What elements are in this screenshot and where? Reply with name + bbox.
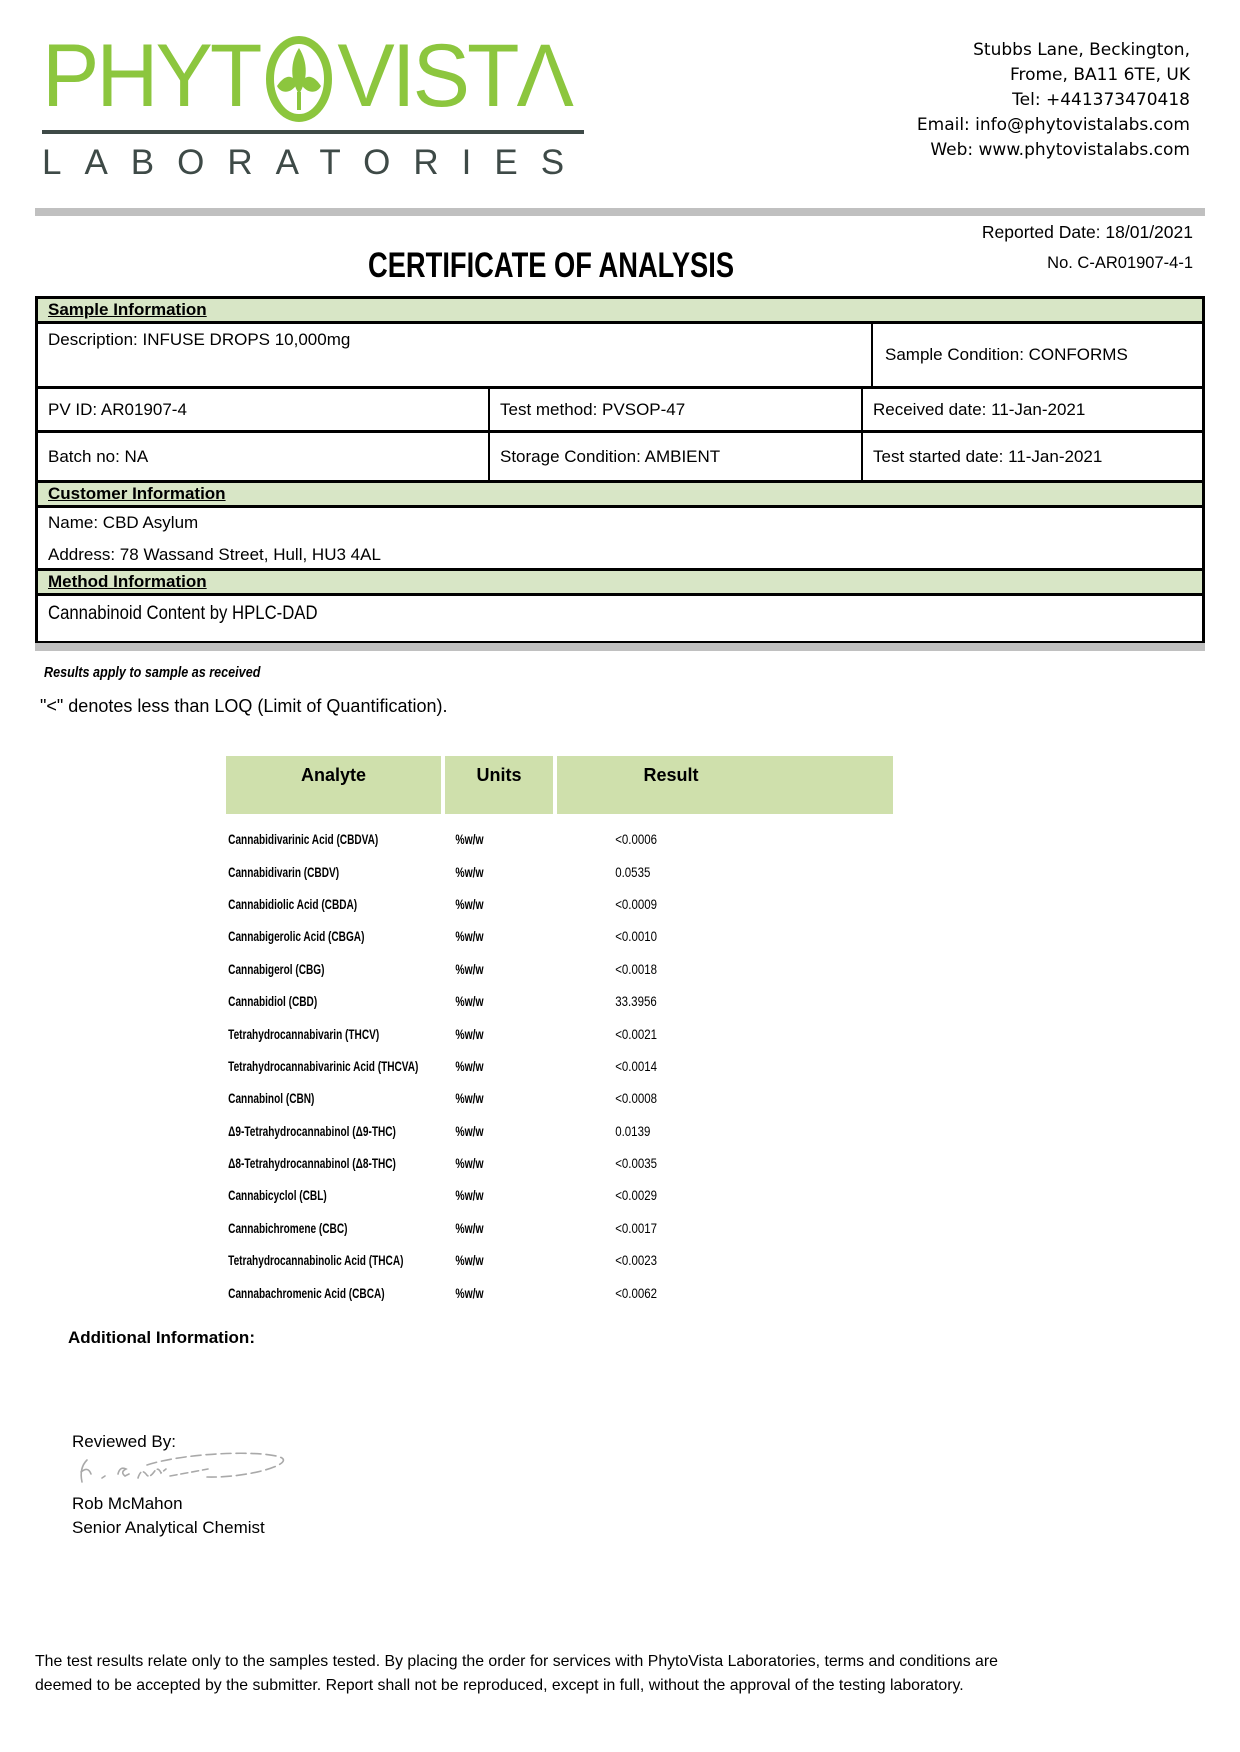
- loq-note: "<" denotes less than LOQ (Limit of Quantification).: [40, 696, 448, 716]
- units-cell: %w/w: [455, 1252, 484, 1269]
- document-title: CERTIFICATE OF ANALYSIS: [368, 246, 735, 285]
- table-row: [226, 1212, 893, 1244]
- reviewer-title: Senior Analytical Chemist: [72, 1518, 265, 1537]
- contact-phone: Tel: +441373470418: [1012, 90, 1190, 110]
- analyte-cell: Δ8-Tetrahydrocannabinol (Δ8-THC): [228, 1155, 396, 1172]
- customer-information-header: [38, 483, 1202, 508]
- header-separator-bar: [35, 208, 1205, 216]
- report-meta: [982, 222, 1193, 273]
- table-row: [226, 1244, 893, 1276]
- table-row: [226, 953, 893, 985]
- result-column-header: Result: [557, 756, 893, 814]
- table-row: [226, 888, 893, 920]
- analyte-cell: Cannabidiol (CBD): [228, 993, 318, 1010]
- test-method-cell: Test method: PVSOP-47: [490, 389, 863, 430]
- units-cell: %w/w: [455, 1155, 484, 1172]
- analyte-cell: Cannabinol (CBN): [228, 1090, 315, 1107]
- units-cell: %w/w: [455, 1284, 484, 1301]
- batch-no-cell: Batch no: NA: [38, 433, 490, 480]
- units-cell: %w/w: [455, 1219, 484, 1236]
- info-table: [35, 296, 1205, 644]
- results-note: Results apply to sample as received: [44, 664, 261, 681]
- pv-id-cell: PV ID: AR01907-4: [38, 389, 490, 430]
- reviewer-name: Rob McMahon: [72, 1494, 183, 1513]
- table-row: [226, 985, 893, 1017]
- result-cell: <0.0017: [615, 1219, 658, 1236]
- units-cell: %w/w: [455, 863, 484, 880]
- analyte-cell: Cannabidiolic Acid (CBDA): [228, 895, 358, 912]
- result-cell: <0.0014: [615, 1057, 658, 1074]
- table-row: [226, 1179, 893, 1211]
- sample-condition-cell: Sample Condition: CONFORMS: [885, 345, 1128, 364]
- analyte-cell: Cannabachromenic Acid (CBCA): [228, 1284, 385, 1301]
- leaf-o-icon: [263, 32, 335, 124]
- result-cell: <0.0010: [615, 928, 658, 945]
- storage-condition-cell: Storage Condition: AMBIENT: [490, 433, 863, 480]
- phytovista-logo: [42, 24, 590, 183]
- table-row: [226, 1115, 893, 1147]
- result-cell: <0.0029: [615, 1187, 658, 1204]
- result-cell: <0.0035: [615, 1155, 658, 1172]
- footer-disclaimer: [35, 1650, 1210, 1698]
- units-cell: %w/w: [455, 1025, 484, 1042]
- contact-email: Email: info@phytovistalabs.com: [916, 115, 1190, 135]
- logo-text-phyt: PHYT: [42, 26, 260, 126]
- table-row: [226, 1082, 893, 1114]
- units-column-header: Units: [445, 756, 553, 814]
- reviewed-by-label: Reviewed By:: [72, 1432, 176, 1451]
- analyte-cell: Cannabidivarin (CBDV): [228, 863, 340, 880]
- table-row: [226, 1147, 893, 1179]
- analyte-cell: Cannabigerol (CBG): [228, 960, 325, 977]
- units-cell: %w/w: [455, 928, 484, 945]
- result-cell: <0.0062: [615, 1284, 658, 1301]
- additional-information-label: Additional Information:: [68, 1328, 255, 1347]
- sample-information-header: [38, 299, 1202, 324]
- units-cell: %w/w: [455, 831, 484, 848]
- received-date-cell: Received date: 11-Jan-2021: [873, 399, 1086, 419]
- logo-laboratories-text: LABORATORIES: [42, 143, 588, 182]
- section-separator-bar: [35, 643, 1205, 651]
- table-row: [226, 920, 893, 952]
- units-cell: %w/w: [455, 960, 484, 977]
- result-cell: 33.3956: [615, 993, 657, 1010]
- analyte-cell: Cannabigerolic Acid (CBGA): [228, 928, 365, 945]
- units-cell: %w/w: [455, 993, 484, 1010]
- analyte-cell: Cannabidivarinic Acid (CBDVA): [228, 831, 379, 848]
- units-cell: %w/w: [455, 1057, 484, 1074]
- units-cell: %w/w: [455, 1122, 484, 1139]
- result-cell: <0.0006: [615, 831, 658, 848]
- results-table-header: [226, 756, 893, 814]
- analyte-cell: Tetrahydrocannabivarinic Acid (THCVA): [228, 1057, 419, 1074]
- result-cell: <0.0008: [615, 1090, 658, 1107]
- signature: [72, 1448, 302, 1492]
- result-cell: 0.0535: [615, 863, 651, 880]
- logo-wordmark: [42, 24, 590, 128]
- result-cell: <0.0023: [615, 1252, 658, 1269]
- sample-information-title: Sample Information: [48, 300, 207, 319]
- table-row: [226, 823, 893, 855]
- report-number: No. C-AR01907-4-1: [1047, 254, 1193, 272]
- table-row: [226, 1276, 893, 1308]
- customer-block: [38, 508, 1202, 571]
- analyte-cell: Cannabicyclol (CBL): [228, 1187, 327, 1204]
- customer-address: Address: 78 Wassand Street, Hull, HU3 4AL: [48, 545, 381, 564]
- method-block: [38, 596, 1202, 641]
- sample-ids-row: [38, 389, 1202, 433]
- batch-row: [38, 433, 1202, 483]
- contact-address-line1: Stubbs Lane, Beckington,: [973, 40, 1190, 60]
- logo-text-vist: VIST: [337, 26, 517, 126]
- units-cell: %w/w: [455, 1187, 484, 1204]
- description-row: [38, 324, 1202, 389]
- method-name: Cannabinoid Content by HPLC-DAD: [48, 603, 318, 624]
- customer-information-title: Customer Information: [48, 484, 226, 503]
- analyte-cell: Tetrahydrocannabinolic Acid (THCA): [228, 1252, 404, 1269]
- logo-text-lambda: Λ: [516, 26, 571, 126]
- method-information-title: Method Information: [48, 572, 207, 591]
- analyte-cell: Δ9-Tetrahydrocannabinol (Δ9-THC): [228, 1122, 396, 1139]
- units-cell: %w/w: [455, 1090, 484, 1107]
- result-cell: 0.0139: [615, 1122, 651, 1139]
- customer-name: Name: CBD Asylum: [48, 513, 199, 532]
- table-row: [226, 1017, 893, 1049]
- footer-line1: The test results relate only to the samples tested. By placing the order for services with PhytoVista Laboratories, terms and conditions are: [35, 1653, 998, 1670]
- table-row: [226, 855, 893, 887]
- footer-line2: deemed to be accepted by the submitter. Report shall not be reproduced, except in full, without the approval of the testing laboratory.: [35, 1677, 964, 1694]
- description-cell: Description: INFUSE DROPS 10,000mg: [38, 324, 873, 386]
- table-row: [226, 1050, 893, 1082]
- test-started-date-cell: Test started date: 11-Jan-2021: [873, 446, 1103, 466]
- result-cell: <0.0009: [615, 895, 658, 912]
- results-table-body: [226, 814, 893, 1309]
- analyte-cell: Tetrahydrocannabivarin (THCV): [228, 1025, 380, 1042]
- results-table: [226, 756, 893, 1309]
- result-cell: <0.0021: [615, 1025, 658, 1042]
- contact-address-line2: Frome, BA11 6TE, UK: [1009, 65, 1190, 85]
- analyte-cell: Cannabichromene (CBC): [228, 1219, 348, 1236]
- analyte-column-header: Analyte: [226, 756, 441, 814]
- contact-web: Web: www.phytovistalabs.com: [930, 140, 1190, 160]
- result-cell: <0.0018: [615, 960, 658, 977]
- logo-divider-rule: [42, 130, 584, 134]
- units-cell: %w/w: [455, 895, 484, 912]
- reported-date: Reported Date: 18/01/2021: [981, 222, 1193, 242]
- lab-contact-block: [917, 38, 1190, 163]
- method-information-header: [38, 571, 1202, 596]
